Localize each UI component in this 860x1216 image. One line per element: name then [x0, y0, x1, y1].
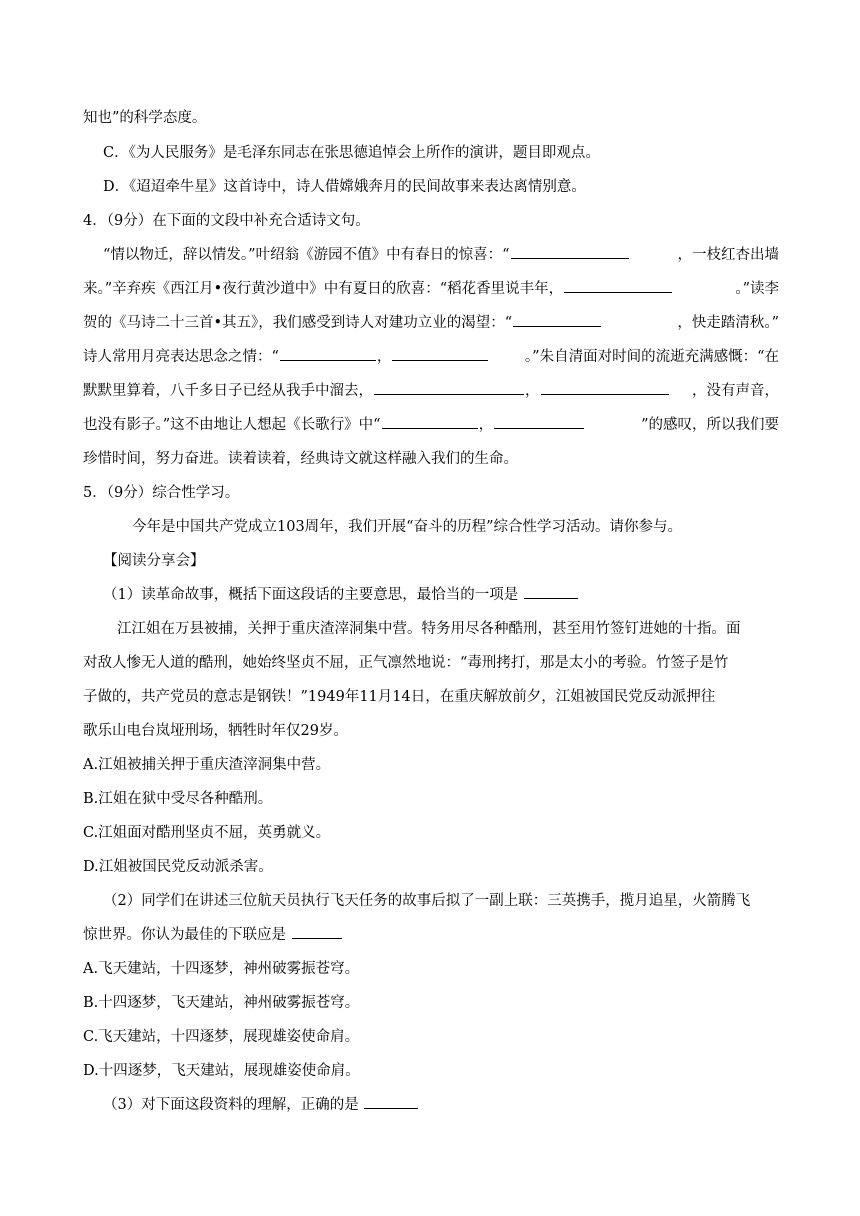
answer-blank[interactable]	[392, 346, 488, 361]
sub-question-3	[103, 1094, 799, 1116]
answer-blank[interactable]	[564, 278, 672, 293]
answer-blank[interactable]	[513, 312, 601, 327]
q4-line-3	[83, 312, 779, 334]
q4-text: 。”读李	[735, 281, 779, 297]
option-d: D.江姐被国民党反动派杀害。	[83, 859, 273, 875]
q4-text: ，	[525, 383, 540, 399]
passage-line: 子做的，共产党员的意志是钢铁！”1949年11月14日，在重庆解放前夕，江姐被国民党反动派押往	[83, 689, 716, 705]
q3-continuation: 知也”的科学态度。	[83, 110, 207, 126]
q4-line-6	[83, 414, 779, 436]
sub-question-1	[103, 584, 799, 606]
q4-text: 来。”辛弃疾《西江月•夜行黄沙道中》中有夏日的欣喜：“稻花香里说丰年，	[83, 281, 564, 297]
sub-question-2-cont	[83, 924, 779, 946]
answer-blank[interactable]	[374, 380, 524, 395]
option-a: A.江姐被捕关押于重庆渣滓洞集中营。	[83, 757, 331, 773]
q4-line-5	[83, 380, 779, 402]
answer-blank[interactable]	[524, 584, 578, 599]
section-heading: 【阅读分享会】	[103, 553, 205, 569]
question-text: 惊世界。你认为最佳的下联应是	[83, 927, 286, 943]
q4-line-7: 珍惜时间，努力奋进。读着读着，经典诗文就这样融入我们的生命。	[83, 451, 518, 467]
option-a: A.飞天建站，十四逐梦，神州破雾振苍穹。	[83, 961, 360, 977]
q4-text: 也没有影子。”这不由地让人想起《长歌行》中“	[83, 417, 381, 433]
q4-text: 默默里算着，八千多日子已经从我手中溜去，	[83, 383, 373, 399]
answer-blank[interactable]	[382, 414, 478, 429]
answer-blank[interactable]	[292, 924, 342, 939]
option-b: B.十四逐梦，飞天建站，神州破雾振苍穹。	[83, 995, 360, 1011]
q4-text: ，快走踏清秋。”	[677, 315, 779, 331]
answer-blank[interactable]	[541, 380, 669, 395]
q5-intro: 今年是中国共产党成立103周年，我们开展“奋斗的历程”综合性学习活动。请你参与。	[132, 519, 682, 535]
q4-text: ，没有声音，	[692, 383, 779, 399]
q4-text: ，	[478, 417, 494, 433]
q3-option-c: C．《为人民服务》是毛泽东同志在张思德追悼会上所作的演讲，题目即观点。	[103, 145, 600, 161]
q4-text: 贺的《马诗二十三首•其五》，我们感受到诗人对建功立业的渴望：“	[83, 315, 513, 331]
passage-line: 江江姐在万县被捕，关押于重庆渣滓洞集中营。特务用尽各种酷刑，甚至用竹签钉进她的十指。面	[117, 621, 741, 637]
answer-blank[interactable]	[494, 414, 584, 429]
q4-text: “情以物迁，辞以情发。”叶绍翁《游园不值》中有春日的惊喜：“	[103, 247, 510, 263]
sub-question-2: （2）同学们在讲述三位航天员执行飞天任务的故事后拟了一副上联：三英携手，揽月追星，火箭腾飞	[103, 893, 751, 909]
option-c: C.江姐面对酷刑坚贞不屈，英勇就义。	[83, 825, 331, 841]
q4-header: 4．（9分）在下面的文段中补充合适诗文句。	[83, 213, 370, 229]
q4-line-4	[83, 346, 779, 368]
q4-line-2	[83, 278, 779, 300]
option-c: C.飞天建站，十四逐梦，展现雄姿使命肩。	[83, 1029, 360, 1045]
q4-text: ，	[376, 349, 392, 365]
answer-blank[interactable]	[511, 244, 629, 259]
q4-text: 诗人常用月亮表达思念之情：“	[83, 349, 279, 365]
answer-blank[interactable]	[364, 1094, 418, 1109]
question-text: （1）读革命故事，概括下面这段话的主要意思，最恰当的一项是	[103, 587, 519, 603]
option-b: B.江姐在狱中受尽各种酷刑。	[83, 791, 273, 807]
passage-line: 对敌人惨无人道的酷刑，她始终坚贞不屈，正气凛然地说：“毒刑拷打，那是太小的考验。竹签子是竹	[83, 655, 729, 671]
q4-text: ，一枝红杏出墙	[677, 247, 779, 263]
q4-text: 。”朱自清面对时间的流逝充满感慨：“在	[524, 349, 779, 365]
passage-line: 歌乐山电台岚垭刑场，牺牲时年仅29岁。	[83, 723, 348, 739]
question-text: （3）对下面这段资料的理解，正确的是	[103, 1097, 359, 1113]
option-d: D.十四逐梦，飞天建站，展现雄姿使命肩。	[83, 1063, 360, 1079]
q4-line-1	[103, 244, 779, 266]
answer-blank[interactable]	[280, 346, 376, 361]
q4-text: ”的感叹，所以我们要	[641, 417, 779, 433]
q3-option-d: D．《迢迢牵牛星》这首诗中，诗人借嫦娥奔月的民间故事来表达离情别意。	[103, 179, 586, 195]
q5-header: 5．（9分）综合性学习。	[83, 485, 240, 501]
